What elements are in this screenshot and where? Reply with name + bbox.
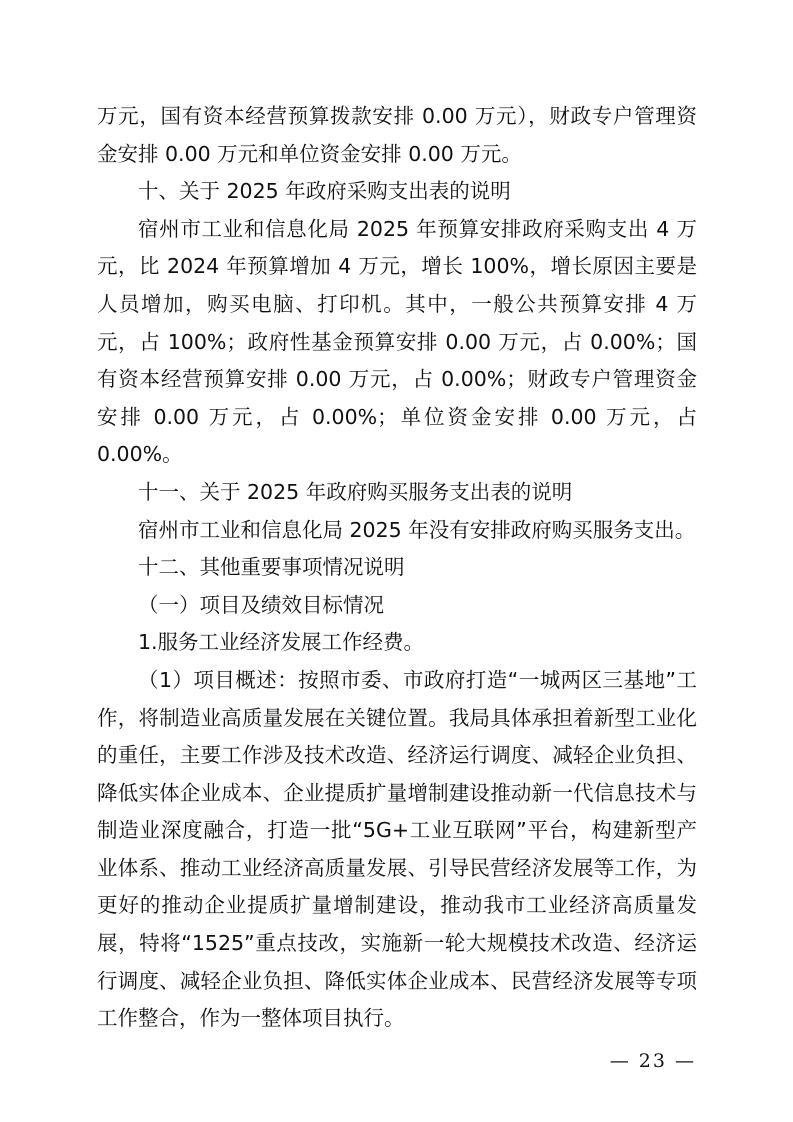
section-heading: 十一、关于 2025 年政府购买服务支出表的说明 xyxy=(138,479,573,504)
body-text xyxy=(97,98,697,1038)
paragraph: （1）项目概述：按照市委、市政府打造“一城两区三基地”工作，将制造业高质量发展在关键位置。我局具体承担着新型工业化的重任，主要工作涉及技术改造、经济运行调度、减轻企业负担、降低实体企业成本、企业提质扩量增制建设推动新一代信息技术与制造业深度融合，打造一批“5G+工业互联网”平台，构建新型产业体系、推动工业经济高质量发展、引导民营经济发展等工作，为更好的推动企业提质扩量增制建设，推动我市工业经济高质量发展，特将“1525”重点技改，实施新一轮大规模技术改造、经济运行调度、减轻企业负担、降低实体企业成本、民营经济发展等专项工作整合，作为一整体项目执行。 xyxy=(97,667,697,1031)
section-heading: 十、关于 2025 年政府采购支出表的说明 xyxy=(138,179,511,204)
section-heading: 十二、其他重要事项情况说明 xyxy=(138,555,405,580)
paragraph: 宿州市工业和信息化局 2025 年没有安排政府购买服务支出。 xyxy=(138,517,696,542)
item-heading: 1.服务工业经济发展工作经费。 xyxy=(138,630,425,655)
page-number: — 23 — xyxy=(609,1050,696,1072)
paragraph: 万元，国有资本经营预算拨款安排 0.00 万元），财政专户管理资金安排 0.00 万元和单位资金安排 0.00 万元。 xyxy=(97,104,697,166)
paragraph: 宿州市工业和信息化局 2025 年预算安排政府采购支出 4 万元，比 2024 年预算增加 4 万元，增长 100%，增长原因主要是人员增加，购买电脑、打印机。其中，一般公共预算安排 4 万元，占 100%；政府性基金预算安排 0.00 万元，占 0.00%；国有资本经营预算安排 0.00 万元，占 0.00%；财政专户管理资金安排 0.00 万元，占 0.00%；单位资金安排 0.00 万元，占 0.00%。 xyxy=(97,216,697,467)
subsection-heading: （一）项目及绩效目标情况 xyxy=(138,592,384,617)
